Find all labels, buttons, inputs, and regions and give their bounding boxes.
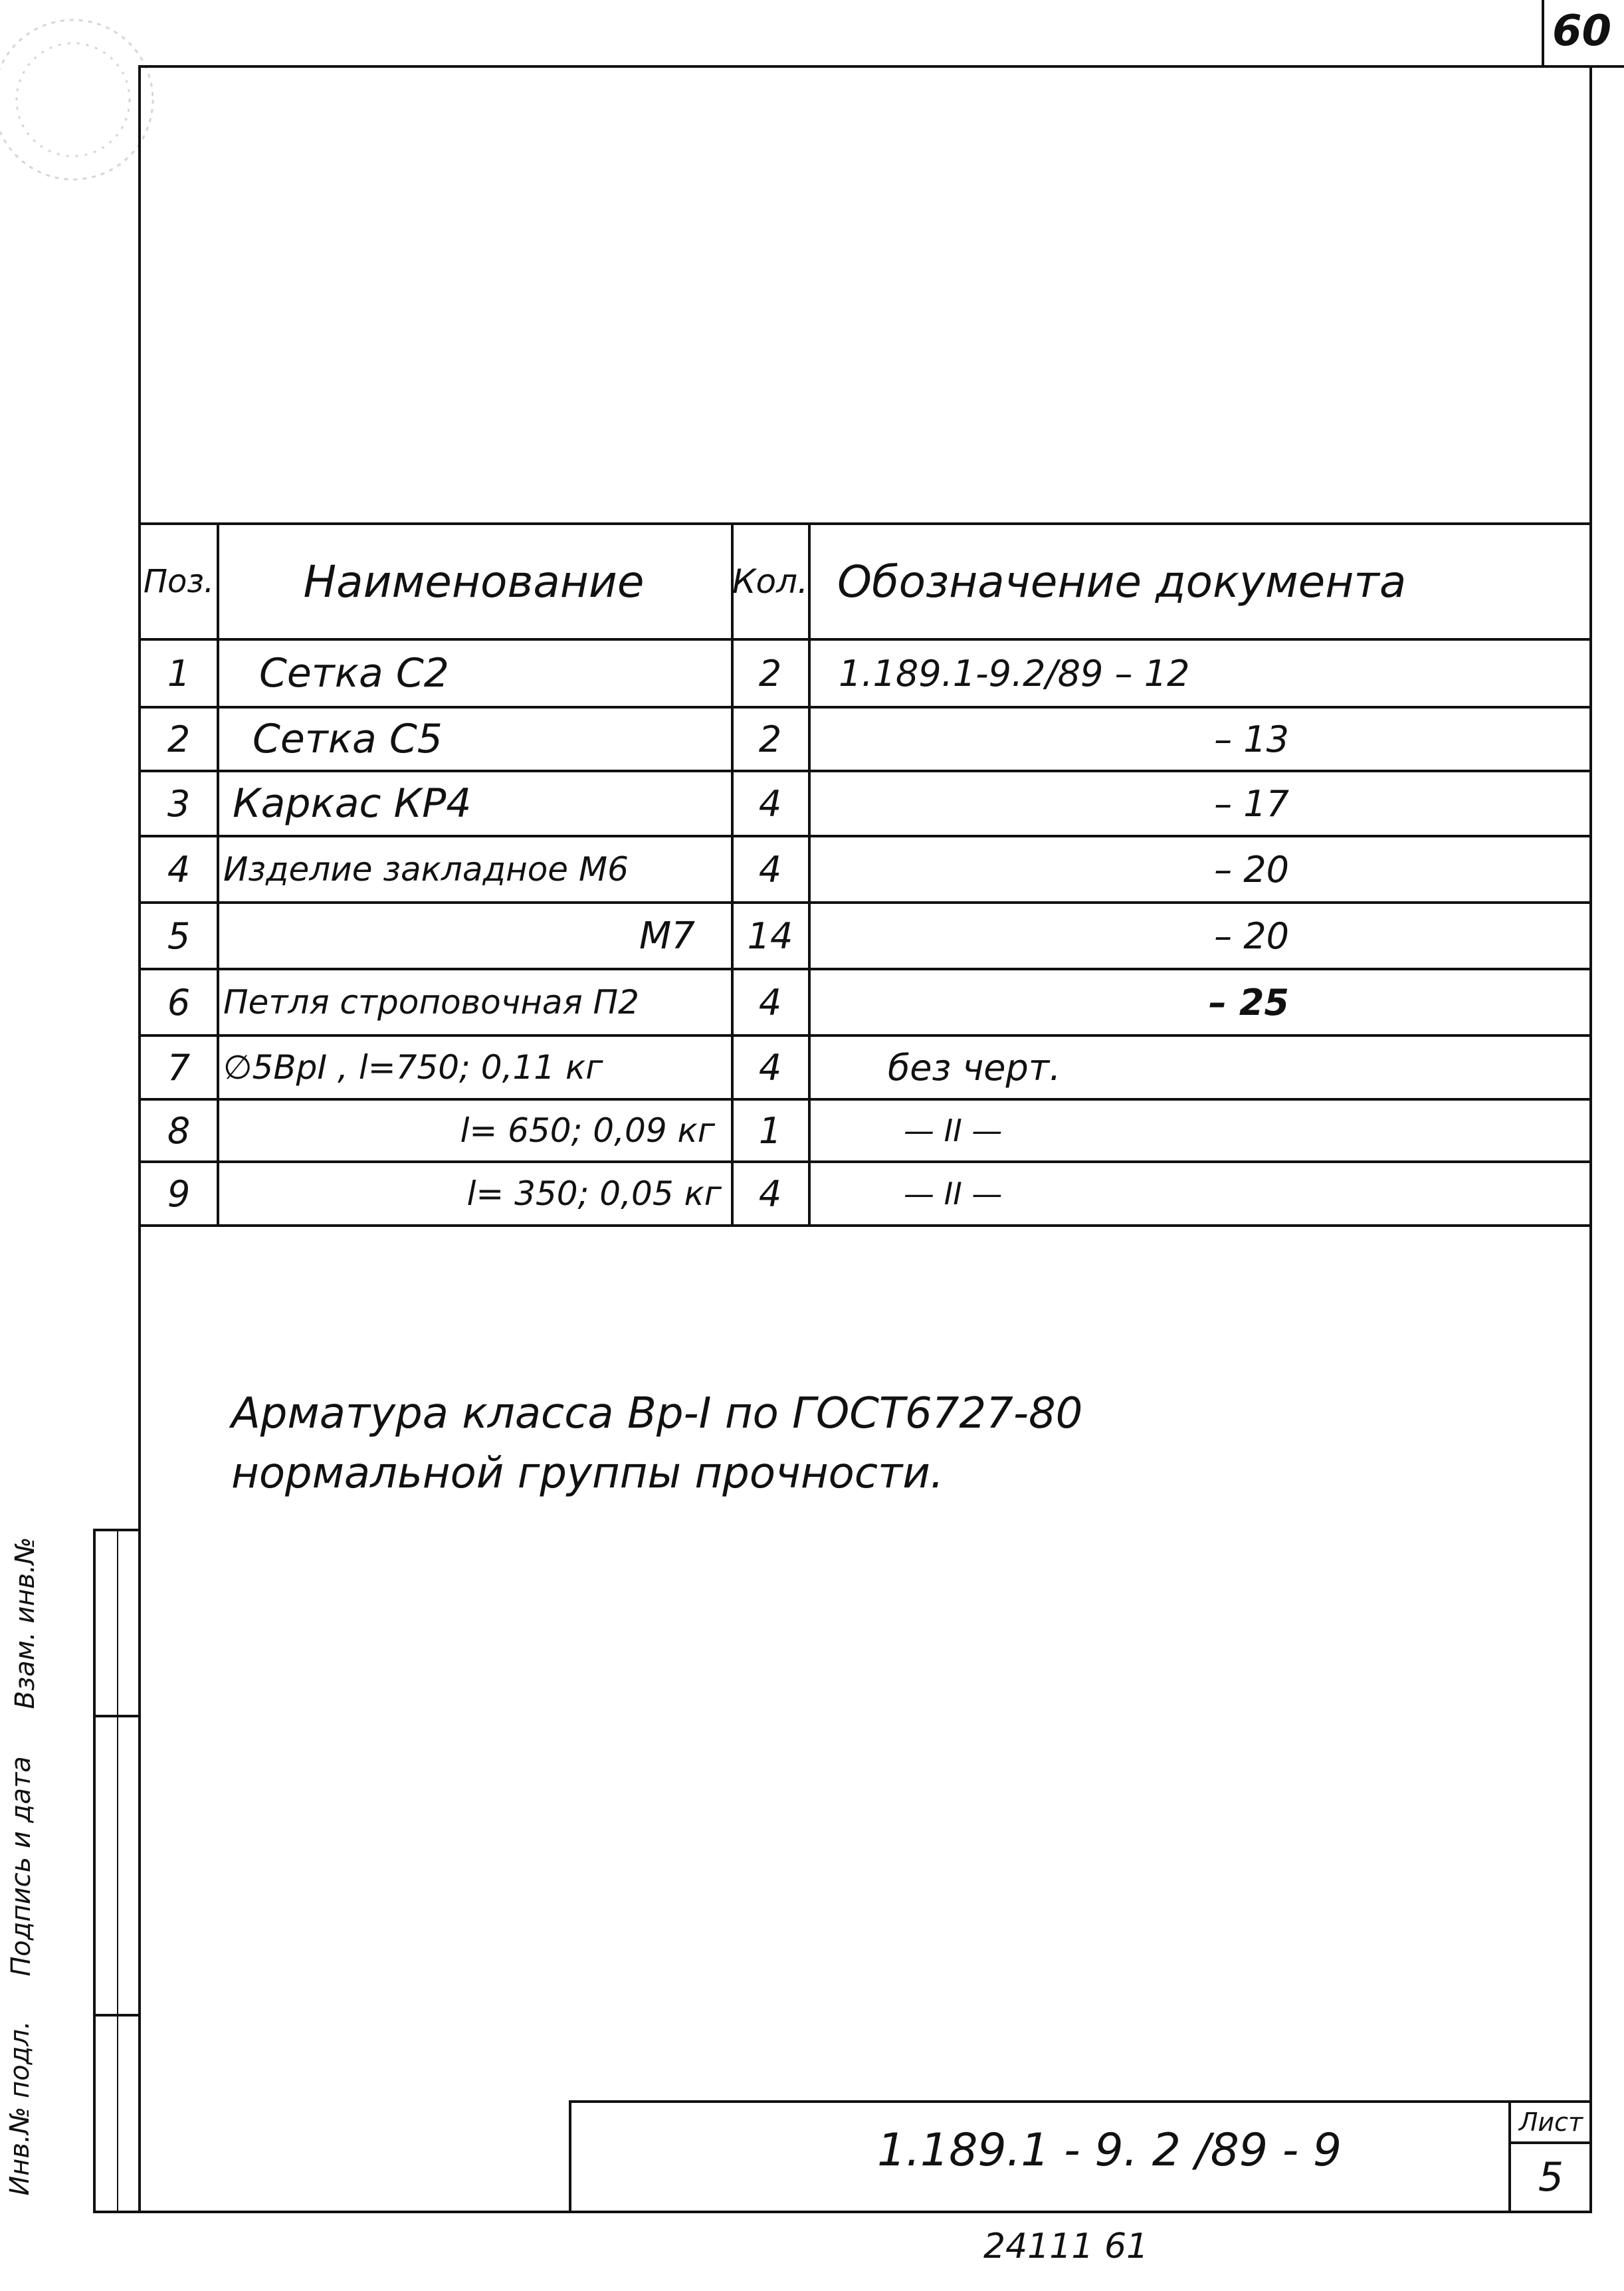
row-8-qty: 1: [758, 1109, 782, 1152]
row-3-qty: 4: [758, 782, 782, 825]
col-line: [808, 522, 811, 1226]
row-1-name: Сетка С2: [259, 650, 449, 697]
row-7-qty: 4: [758, 1046, 782, 1089]
row-2-doc: – 13: [1214, 718, 1289, 760]
header-pos: Поз.: [143, 563, 215, 600]
row-7-pos: 7: [167, 1046, 191, 1089]
row-9-qty: 4: [758, 1172, 782, 1215]
sheet-label: Лист: [1518, 2108, 1583, 2137]
header-name: Наименование: [303, 556, 645, 607]
row-5-doc: – 20: [1214, 915, 1289, 957]
row-1-qty: 2: [758, 652, 782, 695]
title-block-left-line: [569, 2100, 571, 2213]
row-9-pos: 9: [167, 1172, 191, 1215]
row-4-qty: 4: [758, 848, 782, 891]
row-3-doc: – 17: [1214, 782, 1289, 825]
side-stamp-inv-podl: Инв.№ подл.: [5, 2020, 35, 2196]
header-doc: Обозначение документа: [837, 556, 1407, 607]
row-3-pos: 3: [167, 782, 191, 825]
row-9-doc: — II —: [904, 1176, 1003, 1212]
row-4-name: Изделие закладное М6: [223, 850, 629, 889]
corner-box-divider: [1542, 0, 1544, 66]
side-stamp-vzam-inv: Взам. инв.№: [10, 1537, 41, 1709]
side-stamp-inner-line: [117, 1529, 118, 2213]
row-2-pos: 2: [167, 718, 191, 760]
title-block-top-line: [569, 2100, 1592, 2103]
corner-page-number: 60: [1552, 7, 1612, 56]
side-stamp-signature-date: Подпись и дата: [6, 1756, 37, 1977]
header-qty: Кол.: [732, 562, 808, 601]
row-1-doc: 1.189.1-9.2/89 – 12: [839, 652, 1190, 695]
row-6-doc: – 25: [1209, 981, 1289, 1024]
sheet-number: 5: [1538, 2154, 1564, 2201]
note-line-1: Арматура класса Вр-I по ГОСТ6727-80: [231, 1389, 1083, 1438]
row-1-pos: 1: [167, 652, 191, 695]
row-5-qty: 14: [747, 915, 793, 957]
row-2-name: Сетка С5: [253, 716, 443, 762]
row-6-name: Петля строповочная П2: [223, 983, 639, 1022]
document-designation: 1.189.1 - 9. 2 /89 - 9: [877, 2124, 1342, 2177]
title-block-sheet-divider: [1508, 2100, 1511, 2213]
row-8-name: l= 650; 0,09 кг: [460, 1111, 715, 1150]
row-7-name: ∅5ВрI , l=750; 0,11 кг: [223, 1048, 603, 1087]
row-6-qty: 4: [758, 981, 782, 1024]
row-4-pos: 4: [167, 848, 191, 891]
row-5-name: М7: [639, 914, 695, 958]
row-6-pos: 6: [167, 981, 191, 1024]
note-line-2: нормальной группы прочности.: [231, 1449, 944, 1498]
row-7-doc: без черт.: [888, 1046, 1061, 1089]
row-8-pos: 8: [167, 1109, 191, 1152]
row-2-qty: 2: [758, 718, 782, 760]
row-3-name: Каркас КР4: [233, 780, 472, 827]
table-bottom-line: [138, 1224, 1592, 1227]
row-5-pos: 5: [167, 915, 191, 957]
archive-code: 24111 61: [983, 2227, 1149, 2266]
row-4-doc: – 20: [1214, 848, 1289, 891]
row-9-name: l= 350; 0,05 кг: [466, 1174, 722, 1213]
row-8-doc: — II —: [904, 1113, 1003, 1148]
